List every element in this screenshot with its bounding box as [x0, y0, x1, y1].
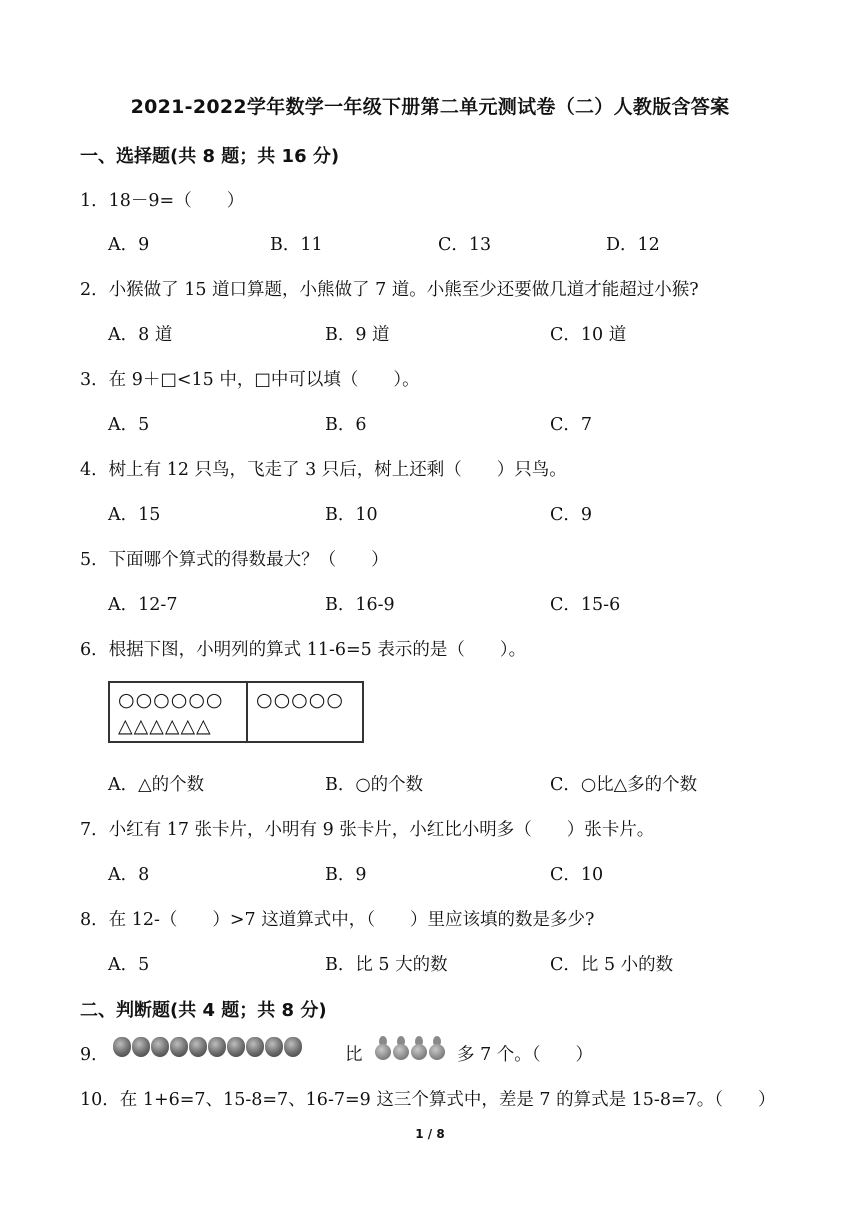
question-4: 4．树上有 12 只鸟，飞走了 3 只后，树上还剩（ ）只鸟。	[80, 460, 567, 480]
figure-divider	[246, 683, 248, 741]
q2-option-a: A．8 道	[108, 325, 173, 345]
apple-icon	[151, 1037, 169, 1057]
pear-icon	[411, 1034, 427, 1060]
section-heading-choice: 一、选择题(共 8 题；共 16 分)	[80, 146, 340, 167]
apple-icon	[284, 1037, 302, 1057]
apple-icon	[189, 1037, 207, 1057]
pear-icon	[393, 1034, 409, 1060]
q8-option-c: C．比 5 小的数	[550, 955, 674, 975]
question-9-number: 9．	[80, 1045, 109, 1065]
question-9-tail: 多 7 个。（ ）	[457, 1045, 594, 1065]
section-heading-judgment: 二、判断题(共 4 题；共 8 分)	[80, 1000, 327, 1021]
q2-option-c: C．10 道	[550, 325, 627, 345]
question-8: 8．在 12-（ ）>7 这道算式中，（ ）里应该填的数是多少?	[80, 910, 595, 930]
q7-option-b: B．9	[325, 865, 367, 885]
q1-option-a: A．9	[108, 235, 150, 255]
q7-option-c: C．10	[550, 865, 604, 885]
pear-picture-row	[375, 1034, 445, 1060]
q6-option-a: A．△的个数	[108, 775, 205, 795]
figure-left-triangles: △△△△△△	[118, 715, 212, 737]
q8-option-b: B．比 5 大的数	[325, 955, 448, 975]
q6-option-c: C．○比△多的个数	[550, 775, 698, 795]
q4-option-a: A．15	[108, 505, 161, 525]
q1-option-b: B．11	[270, 235, 323, 255]
apple-icon	[113, 1037, 131, 1057]
q1-option-d: D．12	[606, 235, 660, 255]
q3-option-a: A．5	[108, 415, 150, 435]
figure-right-circles: ○○○○○	[256, 689, 344, 711]
apple-icon	[208, 1037, 226, 1057]
q7-option-a: A．8	[108, 865, 150, 885]
apple-icon	[170, 1037, 188, 1057]
q4-option-b: B．10	[325, 505, 378, 525]
apple-icon	[227, 1037, 245, 1057]
q5-option-b: B．16-9	[325, 595, 395, 615]
question-3: 3．在 9＋□<15 中，□中可以填（ ）。	[80, 370, 420, 390]
q3-option-c: C．7	[550, 415, 593, 435]
q5-option-a: A．12-7	[108, 595, 178, 615]
apple-icon	[246, 1037, 264, 1057]
q8-option-a: A．5	[108, 955, 150, 975]
question-6: 6．根据下图，小明列的算式 11-6=5 表示的是（ ）。	[80, 640, 527, 660]
apple-icon	[265, 1037, 283, 1057]
pear-icon	[429, 1034, 445, 1060]
question-2: 2．小猴做了 15 道口算题，小熊做了 7 道。小熊至少还要做几道才能超过小猴?	[80, 280, 699, 300]
page-number: 1 / 8	[415, 1127, 445, 1141]
question-10: 10．在 1+6=7、15-8=7、16-7=9 这三个算式中，差是 7 的算式是 15-8=7。（ ）	[80, 1090, 776, 1110]
pear-icon	[375, 1034, 391, 1060]
question-1: 1．18－9=（ ）	[80, 191, 245, 211]
q5-option-c: C．15-6	[550, 595, 621, 615]
q2-option-b: B．9 道	[325, 325, 390, 345]
figure-left-circles: ○○○○○○	[118, 689, 224, 711]
apple-picture-row	[113, 1037, 302, 1057]
q4-option-c: C．9	[550, 505, 593, 525]
question-7: 7．小红有 17 张卡片，小明有 9 张卡片，小红比小明多（ ）张卡片。	[80, 820, 655, 840]
question-5: 5．下面哪个算式的得数最大？（ ）	[80, 550, 389, 570]
question-9-compare: 比	[345, 1045, 363, 1065]
apple-icon	[132, 1037, 150, 1057]
q1-option-c: C．13	[438, 235, 492, 255]
circles-triangles-figure	[108, 681, 364, 743]
page-title: 2021-2022学年数学一年级下册第二单元测试卷（二）人教版含答案	[130, 96, 730, 118]
q6-option-b: B．○的个数	[325, 775, 424, 795]
q3-option-b: B．6	[325, 415, 367, 435]
